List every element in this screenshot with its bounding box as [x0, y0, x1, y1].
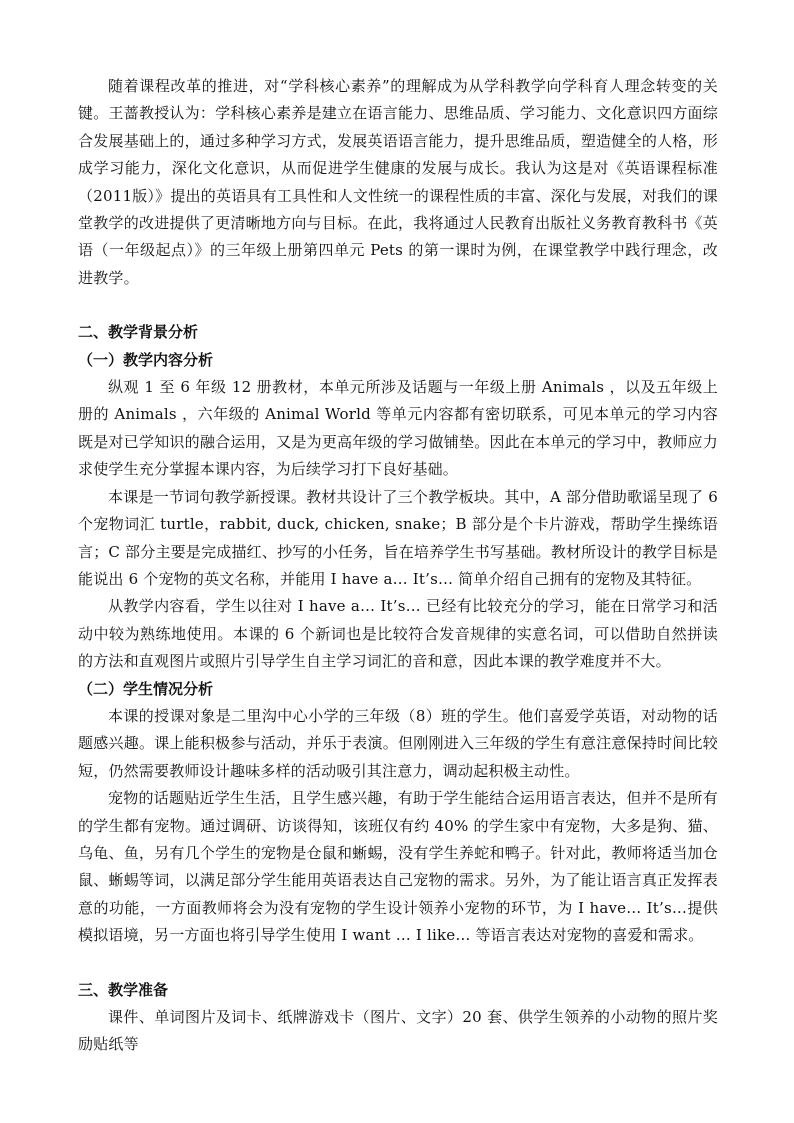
intro-paragraph: 随着课程改革的推进，对“学科核心素养”的理解成为从学科教学向学科育人理念转变的关键。王蔷教授认为：学科核心素养是建立在语言能力、思维品质、学习能力、文化意识四方面综合发展基础上的，通过多种学习方式，发展英语语言能力，提升思维品质，塑造健全的人格，形成学习能力，深化文化意识，从而促进学生健康的发展与成长。我认为这是对《英语课程标准（2011版）》提出的英语具有工具性和人文性统一的课程性质的丰富、深化与发展，对我们的课堂教学的改进提供了更清晰地方向与目标。在此，我将通过人民教育出版社义务教育教科书《英语（一年级起点）》的三年级上册第四单元 Pets 的第一课时为例，在课堂教学中践行理念，改进教学。: [78, 77, 718, 287]
spacer: [78, 950, 718, 977]
spacer: [78, 292, 718, 319]
content-analysis-paragraph: 从教学内容看，学生以往对 I have a… It’s… 已经有比较充分的学习，能在日常学习和活动中较为熟练地使用。本课的 6 个新词也是比较符合发音规律的实意名词，可以借助自然拼读的方法和直观图片或照片引导学生自主学习词汇的音和意，因此本课的教学难度并不大。: [78, 597, 718, 671]
preparation-paragraph: 课件、单词图片及词卡、纸牌游戏卡（图片、文字）20 套、供学生领养的小动物的照片奖励贴纸等: [78, 1008, 718, 1054]
document-page: [78, 73, 718, 1059]
student-analysis-paragraph: 本课的授课对象是二里沟中心小学的三年级（8）班的学生。他们喜爱学英语，对动物的话题感兴趣。课上能积极参与活动，并乐于表演。但刚刚进入三年级的学生有意注意保持时间比较短，仍然需要教师设计趣味多样的活动吸引其注意力，调动起积极主动性。: [78, 706, 718, 780]
student-analysis-paragraph: 宠物的话题贴近学生生活，且学生感兴趣，有助于学生能结合运用语言表达，但并不是所有的学生都有宠物。通过调研、访谈得知，该班仅有约 40% 的学生家中有宠物，大多是狗、猫、乌龟、鱼，另有几个学生的宠物是仓鼠和蜥蜴，没有学生养蛇和鸭子。针对此，教师将适当加仓鼠、蜥蜴等词，以满足部分学生能用英语表达自己宠物的需求。另外，为了能让语言真正发挥表意的功能，一方面教师将会为没有宠物的学生设计领养小宠物的环节，为 I have… It’s…提供模拟语境，另一方面也将引导学生使用 I want … I like… 等语言表达对宠物的喜爱和需求。: [78, 789, 718, 945]
section-heading-preparation: 三、教学准备: [78, 980, 169, 999]
subsection-heading-student-analysis: （二）学生情况分析: [78, 679, 214, 698]
subsection-heading-content-analysis: （一）教学内容分析: [78, 350, 214, 369]
content-analysis-paragraph: 本课是一节词句教学新授课。教材共设计了三个教学板块。其中，A 部分借助歌谣呈现了 6 个宠物词汇 turtle，rabbit, duck, chicken, snake；B 部分是个卡片游戏，帮助学生操练语言；C 部分主要是完成描红、抄写的小任务，旨在培养学生书写基础。教材所设计的教学目标是能说出 6 个宠物的英文名称，并能用 I have a… It’s… 简单介绍自己拥有的宠物及其特征。: [78, 487, 718, 588]
content-analysis-paragraph: 纵观 1 至 6 年级 12 册教材，本单元所涉及话题与一年级上册 Animals ，以及五年级上册的 Animals ，六年级的 Animal World 等单元内容都有密切联系，可见本单元的学习内容既是对已学知识的融合运用，又是为更高年级的学习做铺垫。因此在本单元的学习中，教师应力求使学生充分掌握本课内容，为后续学习打下良好基础。: [78, 378, 718, 479]
section-heading-background: 二、教学背景分析: [78, 323, 199, 342]
